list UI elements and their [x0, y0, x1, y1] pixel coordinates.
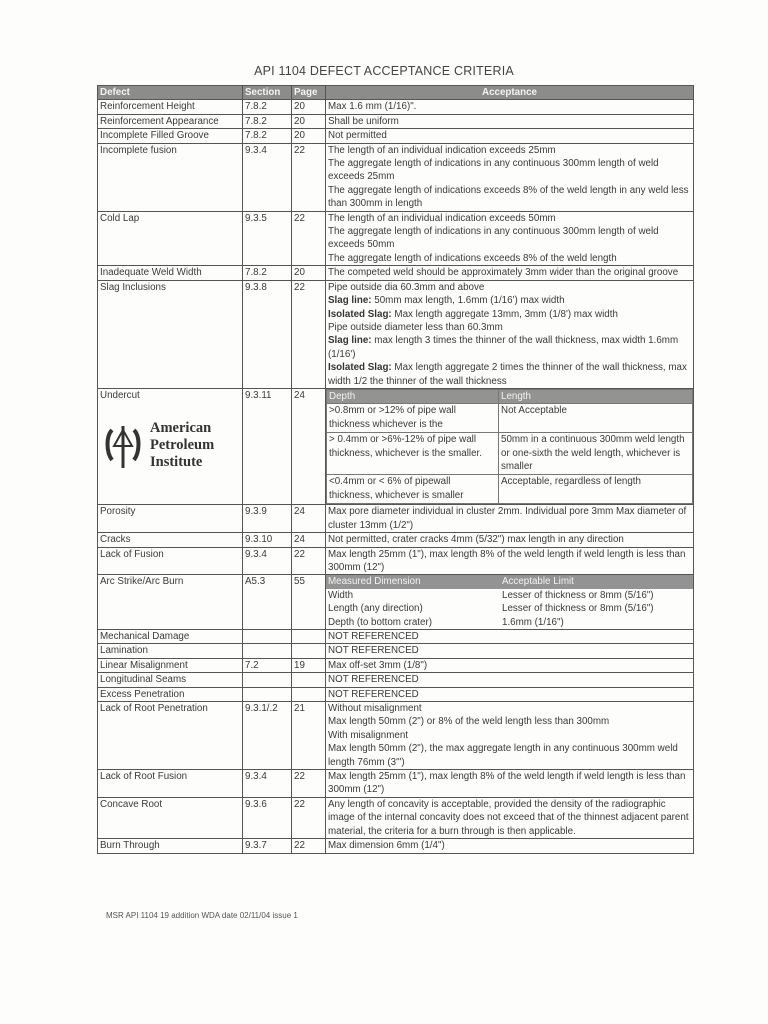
defect-cell: Longitudinal Seams — [98, 673, 243, 687]
table-row — [98, 702, 694, 770]
length-cell: Acceptable, regardless of length — [499, 475, 693, 504]
acceptance-cell — [326, 211, 694, 266]
page-cell: 20 — [292, 266, 326, 280]
page-cell: 19 — [292, 658, 326, 672]
page-cell — [292, 644, 326, 658]
dimension-cell: Length (any direction) — [328, 603, 423, 615]
defect-cell: Lamination — [98, 644, 243, 658]
section-cell: 9.3.4 — [243, 143, 292, 211]
defect-cell: Reinforcement Height — [98, 100, 243, 114]
document-footer: MSR API 1104 19 addition WDA date 02/11/04 issue 1 — [106, 911, 298, 920]
table-row — [98, 630, 694, 644]
defect-cell: Mechanical Damage — [98, 630, 243, 644]
subheader-acceptable-limit: Acceptable Limit — [500, 575, 693, 588]
defect-cell: Cracks — [98, 533, 243, 547]
criteria-line: The aggregate length of indications exceeds 8% of the weld length in any weld less than 300mm in length — [328, 184, 689, 210]
criteria-line: With misalignment — [328, 729, 409, 741]
slag-line-label: Slag line: — [328, 295, 372, 307]
defect-cell: Cold Lap — [98, 211, 243, 266]
section-cell: 7.8.2 — [243, 129, 292, 143]
table-row — [98, 388, 694, 504]
criteria-line: The aggregate length of indications exceeds 8% of the weld length — [328, 252, 617, 264]
page-cell: 24 — [292, 533, 326, 547]
acceptance-cell — [326, 702, 694, 770]
criteria-line — [328, 308, 691, 321]
table-row — [98, 114, 694, 128]
criteria-line: The aggregate length of indications in any continuous 300mm length of weld exceeds 50mm — [328, 226, 659, 251]
acceptance-cell — [326, 280, 694, 388]
header-acceptance: Acceptance — [326, 86, 694, 100]
page-cell: 22 — [292, 280, 326, 388]
section-cell: 9.3.11 — [243, 388, 292, 504]
defect-cell: Arc Strike/Arc Burn — [98, 575, 243, 630]
page-cell: 24 — [292, 505, 326, 533]
logo-line: Petroleum — [150, 437, 215, 454]
page-cell: 21 — [292, 702, 326, 770]
section-cell: 9.3.6 — [243, 797, 292, 838]
section-cell: 7.8.2 — [243, 100, 292, 114]
acceptance-cell: NOT REFERENCED — [326, 687, 694, 701]
section-cell: 7.8.2 — [243, 266, 292, 280]
table-row — [98, 644, 694, 658]
document-title: API 1104 DEFECT ACCEPTANCE CRITERIA — [254, 64, 514, 78]
defect-acceptance-table — [97, 85, 694, 854]
table-row — [98, 266, 694, 280]
arc-strike-subtable — [326, 575, 693, 629]
table-row — [98, 839, 694, 853]
defect-cell: Lack of Root Penetration — [98, 702, 243, 770]
page-cell: 22 — [292, 143, 326, 211]
defect-cell: Excess Penetration — [98, 687, 243, 701]
page-cell: 22 — [292, 211, 326, 266]
section-cell: 9.3.7 — [243, 839, 292, 853]
dimension-cell: Depth (to bottom crater) — [328, 616, 432, 628]
defect-cell: Reinforcement Appearance — [98, 114, 243, 128]
acceptance-cell — [326, 143, 694, 211]
section-cell — [243, 673, 292, 687]
header-page: Page — [292, 86, 326, 100]
page-cell: 20 — [292, 100, 326, 114]
criteria-line: The length of an individual indication exceeds 25mm — [328, 144, 556, 156]
length-cell: 50mm in a continuous 300mm weld length or one-sixth the weld length, whichever is smaller — [499, 433, 693, 475]
criteria-line — [328, 334, 691, 361]
acceptance-cell: Shall be uniform — [326, 114, 694, 128]
section-cell: 7.8.2 — [243, 114, 292, 128]
api-logo — [104, 420, 240, 471]
criteria-text: max length 3 times the thinner of the wall thickness, max width 1.6mm (1/16') — [328, 335, 679, 360]
table-row — [98, 129, 694, 143]
acceptance-cell: Max off-set 3mm (1/8") — [326, 658, 694, 672]
table-row — [98, 575, 694, 630]
criteria-line: The length of an individual indication exceeds 50mm — [328, 212, 556, 224]
section-cell: 7.2 — [243, 658, 292, 672]
acceptance-cell: Not permitted — [326, 129, 694, 143]
acceptance-cell — [326, 575, 694, 630]
section-cell: A5.3 — [243, 575, 292, 630]
acceptance-cell: Max pore diameter individual in cluster 2mm. Individual pore 3mm Max diameter of cluster 13mm (1/2") — [326, 505, 694, 533]
undercut-subtable — [326, 389, 693, 504]
defect-cell: Burn Through — [98, 839, 243, 853]
page-cell — [292, 673, 326, 687]
api-emblem-icon — [104, 422, 142, 470]
defect-cell: Concave Root — [98, 797, 243, 838]
table-row — [98, 547, 694, 575]
page-cell: 22 — [292, 839, 326, 853]
table-row — [98, 280, 694, 388]
criteria-line: Pipe outside diameter less than 60.3mm — [328, 321, 503, 333]
defect-cell — [98, 388, 243, 504]
limit-cell: Lesser of thickness or 8mm (5/16") — [502, 589, 654, 601]
depth-cell: > 0.4mm or >6%-12% of pipe wall thickness, whichever is the smaller. — [327, 433, 499, 475]
page-cell: 22 — [292, 547, 326, 575]
limit-cell: Lesser of thickness or 8mm (5/16") — [502, 603, 654, 615]
table-row — [98, 100, 694, 114]
defect-cell: Lack of Root Fusion — [98, 770, 243, 798]
criteria-line: Without misalignment — [328, 703, 422, 715]
dimension-cell: Width — [328, 589, 354, 601]
acceptance-cell: NOT REFERENCED — [326, 630, 694, 644]
table-header-row — [98, 86, 694, 100]
section-cell: 9.3.10 — [243, 533, 292, 547]
page-cell: 22 — [292, 797, 326, 838]
depth-cell: <0.4mm or < 6% of pipewall thickness, whichever is smaller — [327, 475, 499, 504]
page-cell: 20 — [292, 129, 326, 143]
logo-text — [150, 420, 214, 471]
criteria-text: 50mm max length, 1.6mm (1/16') max width — [371, 295, 565, 307]
defect-label: Undercut — [100, 389, 140, 401]
section-cell: 9.3.4 — [243, 547, 292, 575]
section-cell: 9.3.4 — [243, 770, 292, 798]
acceptance-cell: The competed weld should be approximately 3mm wider than the original groove — [326, 266, 694, 280]
section-cell: 9.3.9 — [243, 505, 292, 533]
subheader-measured-dimension: Measured Dimension — [326, 575, 500, 588]
table-row — [98, 505, 694, 533]
criteria-line: Pipe outside dia 60.3mm and above — [328, 281, 485, 293]
table-row — [98, 770, 694, 798]
page-cell: 24 — [292, 388, 326, 504]
depth-cell: >0.8mm or >12% of pipe wall thickness whichever is the — [327, 404, 499, 433]
acceptance-cell: Max length 25mm (1"), max length 8% of the weld length if weld length is less than 300mm (12") — [326, 770, 694, 798]
criteria-line — [328, 361, 691, 388]
page-cell: 55 — [292, 575, 326, 630]
acceptance-cell: Max 1.6 mm (1/16)". — [326, 100, 694, 114]
acceptance-cell: Any length of concavity is acceptable, provided the density of the radiographic image of the internal concavity does not exceed that of the thinnest adjacent parent material, the criteria for a burn through is then applicable. — [326, 797, 694, 838]
page-cell — [292, 630, 326, 644]
header-section: Section — [243, 86, 292, 100]
isolated-slag-label: Isolated Slag: — [328, 362, 392, 374]
defect-cell: Linear Misalignment — [98, 658, 243, 672]
defect-cell: Slag Inclusions — [98, 280, 243, 388]
criteria-text: Max length aggregate 13mm, 3mm (1/8') max width — [391, 308, 618, 320]
table-row — [98, 211, 694, 266]
table-row — [98, 687, 694, 701]
criteria-line — [328, 294, 691, 307]
table-row — [98, 143, 694, 211]
criteria-text: Max length aggregate 2 times the thinner of the wall thickness, max width 1/2 the thinner of the wall thickness — [328, 362, 687, 387]
section-cell: 9.3.1/.2 — [243, 702, 292, 770]
criteria-line: Max length 50mm (2") or 8% of the weld length less than 300mm — [328, 716, 610, 728]
subheader-length: Length — [499, 389, 693, 403]
logo-line: Institute — [150, 454, 203, 471]
table-row — [98, 797, 694, 838]
section-cell: 9.3.8 — [243, 280, 292, 388]
acceptance-cell: Not permitted, crater cracks 4mm (5/32") max length in any direction — [326, 533, 694, 547]
section-cell: 9.3.5 — [243, 211, 292, 266]
table-row — [98, 673, 694, 687]
subheader-depth: Depth — [327, 389, 499, 403]
acceptance-cell: Max length 25mm (1"), max length 8% of the weld length if weld length is less than 300mm (12") — [326, 547, 694, 575]
length-cell: Not Acceptable — [499, 404, 693, 433]
criteria-line: Max length 50mm (2"), the max aggregate length in any continuous 300mm weld length 76mm (3"') — [328, 743, 678, 768]
defect-cell: Porosity — [98, 505, 243, 533]
defect-cell: Inadequate Weld Width — [98, 266, 243, 280]
defect-cell: Lack of Fusion — [98, 547, 243, 575]
table-row — [98, 533, 694, 547]
page-cell: 20 — [292, 114, 326, 128]
section-cell — [243, 644, 292, 658]
section-cell — [243, 630, 292, 644]
logo-line: American — [150, 420, 212, 437]
acceptance-cell: Max dimension 6mm (1/4") — [326, 839, 694, 853]
isolated-slag-label: Isolated Slag: — [328, 308, 392, 320]
slag-line-label: Slag line: — [328, 335, 372, 347]
defect-cell: Incomplete Filled Groove — [98, 129, 243, 143]
header-defect: Defect — [98, 86, 243, 100]
table-row — [98, 658, 694, 672]
limit-cell: 1.6mm (1/16") — [502, 616, 564, 628]
page-cell: 22 — [292, 770, 326, 798]
page-cell — [292, 687, 326, 701]
criteria-line: The aggregate length of indications in any continuous 300mm length of weld exceeds 25mm — [328, 158, 659, 183]
section-cell — [243, 687, 292, 701]
acceptance-cell: NOT REFERENCED — [326, 673, 694, 687]
defect-cell: Incomplete fusion — [98, 143, 243, 211]
acceptance-cell: NOT REFERENCED — [326, 644, 694, 658]
acceptance-cell — [326, 388, 694, 504]
